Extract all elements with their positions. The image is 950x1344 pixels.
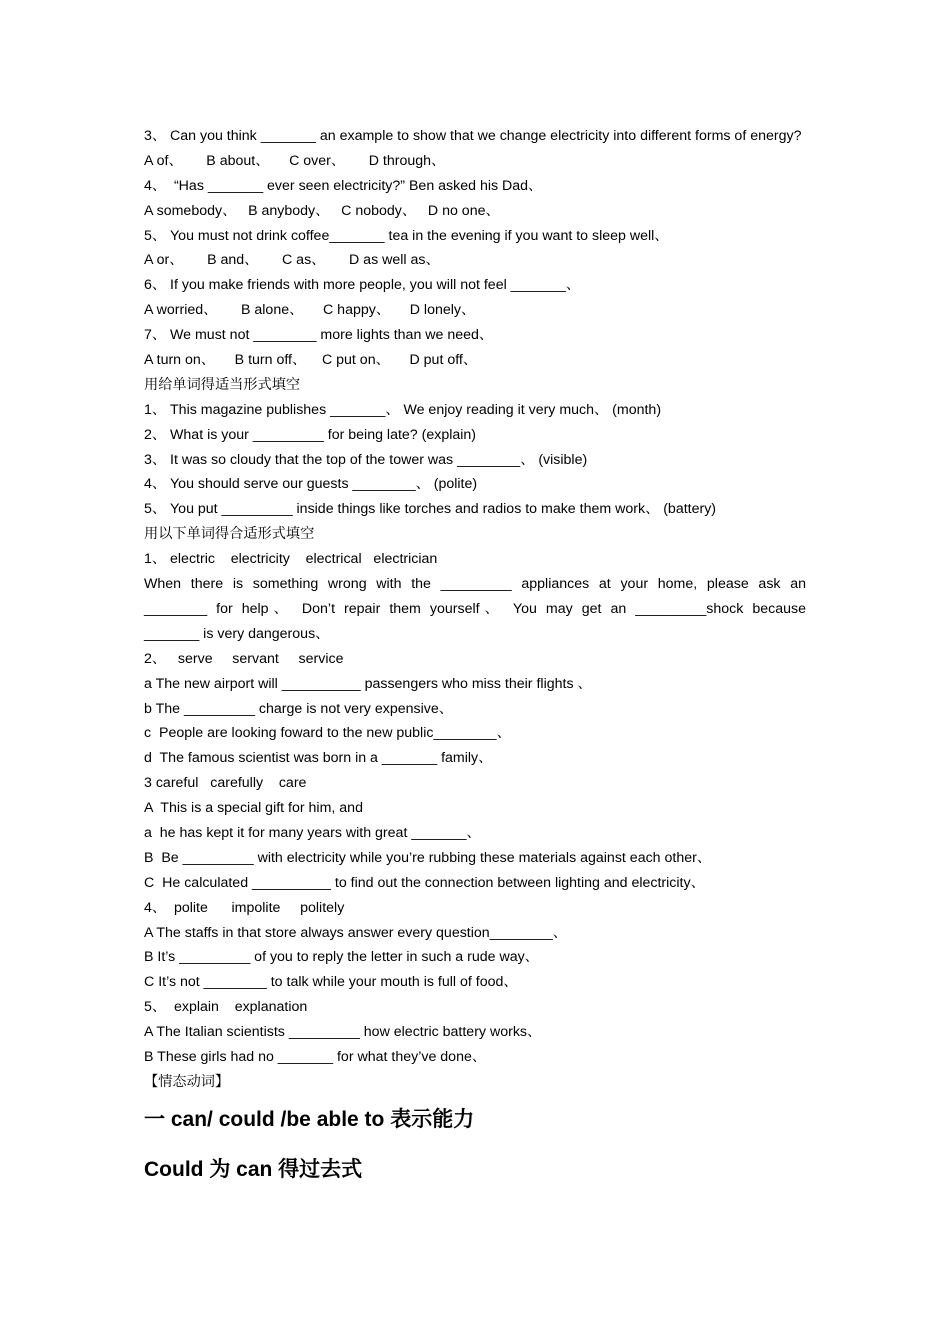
- options-5: A or、 B and、 C as、 D as well as、: [144, 252, 440, 269]
- exercise-line: A The Italian scientists _________ how electric battery works、: [144, 1024, 542, 1041]
- section-heading-word-forms: 用给单词得适当形式填空: [144, 376, 301, 393]
- section-heading-modal-verbs: 【情态动词】: [144, 1073, 230, 1090]
- question-6: 6、 If you make friends with more people, you will not feel _______、: [144, 277, 581, 294]
- exercise-line: A This is a special gift for him, and: [144, 800, 363, 817]
- exercise-line: a he has kept it for many years with great _______、: [144, 824, 481, 841]
- word-group-4: 4、 polite impolite politely: [144, 899, 345, 916]
- paragraph-line: When there is something wrong with the _________ appliances at your home, please ask an: [144, 576, 806, 593]
- word-group-3: 3 careful carefully care: [144, 775, 307, 792]
- exercise-line: B These girls had no _______ for what they’ve done、: [144, 1048, 487, 1065]
- question-4: 4、 “Has _______ ever seen electricity?” Ben asked his Dad、: [144, 177, 543, 194]
- question-5: 5、 You must not drink coffee_______ tea in the evening if you want to sleep well、: [144, 227, 669, 244]
- options-7: A turn on、 B turn off、 C put on、 D put off、: [144, 352, 478, 369]
- question-3: 3、 Can you think _______ an example to show that we change electricity into different forms of energy?: [144, 128, 802, 144]
- paragraph-line: _______ is very dangerous、: [144, 625, 330, 642]
- paragraph-line: ________ for help、 Don’t repair them yourself、 You may get an _________shock because: [144, 600, 806, 617]
- exercise-line: B It’s _________ of you to reply the letter in such a rude way、: [144, 949, 539, 966]
- exercise-line: C He calculated __________ to find out the connection between lighting and electricity、: [144, 874, 705, 891]
- options-3: A of、 B about、 C over、 D through、: [144, 152, 446, 169]
- word-group-2: 2、 serve servant service: [144, 650, 344, 667]
- fill-item-1: 1、 This magazine publishes _______、 We enjoy reading it very much、 (month): [144, 401, 662, 418]
- word-group-5: 5、 explain explanation: [144, 999, 308, 1016]
- question-7: 7、 We must not ________ more lights than we need、: [144, 327, 494, 344]
- section-heading-word-list: 用以下单词得合适形式填空: [144, 526, 315, 543]
- exercise-line: d The famous scientist was born in a _______ family、: [144, 750, 493, 767]
- heading-could-past: Could 为 can 得过去式: [144, 1157, 363, 1181]
- document-body: [144, 124, 806, 1185]
- exercise-line: C It’s not ________ to talk while your mouth is full of food、: [144, 974, 518, 991]
- heading-can-could: 一 can/ could /be able to 表示能力: [144, 1107, 475, 1131]
- fill-item-3: 3、 It was so cloudy that the top of the tower was ________、 (visible): [144, 451, 588, 468]
- exercise-line: c People are looking foward to the new public________、: [144, 725, 511, 742]
- exercise-line: B Be _________ with electricity while you’re rubbing these materials against each other、: [144, 849, 712, 866]
- exercise-line: a The new airport will __________ passengers who miss their flights 、: [144, 675, 592, 692]
- options-4: A somebody、 B anybody、 C nobody、 D no one、: [144, 202, 500, 219]
- options-6: A worried、 B alone、 C happy、 D lonely、: [144, 302, 476, 319]
- word-group-1: 1、 electric electricity electrical electrician: [144, 551, 438, 568]
- exercise-line: A The staffs in that store always answer every question________、: [144, 924, 567, 941]
- fill-item-4: 4、 You should serve our guests ________、 (polite): [144, 476, 478, 493]
- exercise-line: b The _________ charge is not very expensive、: [144, 700, 453, 717]
- fill-item-5: 5、 You put _________ inside things like torches and radios to make them work、 (battery): [144, 501, 717, 518]
- fill-item-2: 2、 What is your _________ for being late? (explain): [144, 426, 477, 443]
